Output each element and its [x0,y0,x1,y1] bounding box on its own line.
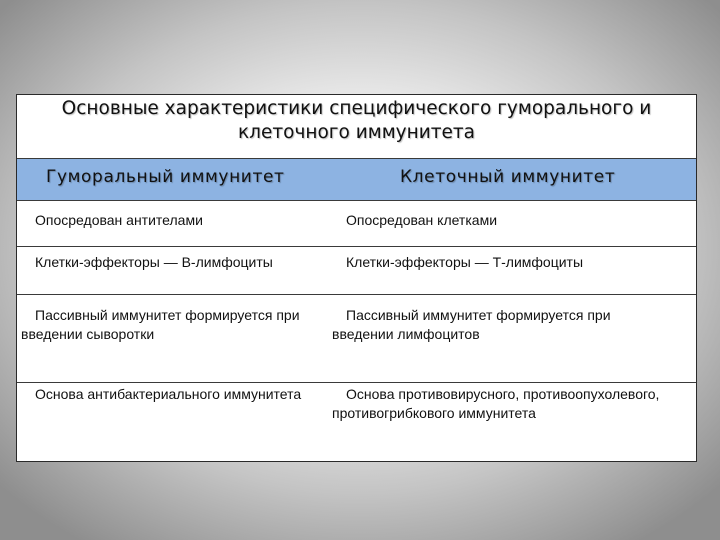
header-humoral-immunity: Гуморальный иммунитет [46,167,285,187]
table-cell-cellular: Основа противовирусного, противоопухолевого, противогрибкового иммунитета [332,386,660,421]
table-cell-cellular: Опосредован клетками [346,212,498,228]
header-cellular-immunity: Клеточный иммунитет [400,167,616,187]
table-row [17,247,696,295]
table-title-row [17,95,696,159]
table-title-line-1: Основные характеристики специфического гуморального и [61,98,652,119]
table-cell-humoral: Опосредован антителами [35,212,203,228]
table-cell-humoral: Основа антибактериального иммунитета [35,386,302,402]
table-cell-cellular: Пассивный иммунитет формируется при введении лимфоцитов [332,307,611,342]
table-cell-cellular: Клетки-эффекторы — Т-лимфоциты [346,254,584,270]
comparison-table [16,94,697,462]
table-title-line-2: клеточного иммунитета [237,122,475,143]
table-row [17,295,696,383]
table-cell-humoral: Пассивный иммунитет формируется при введении сыворотки [21,307,300,342]
table-cell-humoral: Клетки-эффекторы — В-лимфоциты [35,254,273,270]
table-row [17,383,696,461]
table-row [17,201,696,247]
table-header-row [17,159,696,201]
